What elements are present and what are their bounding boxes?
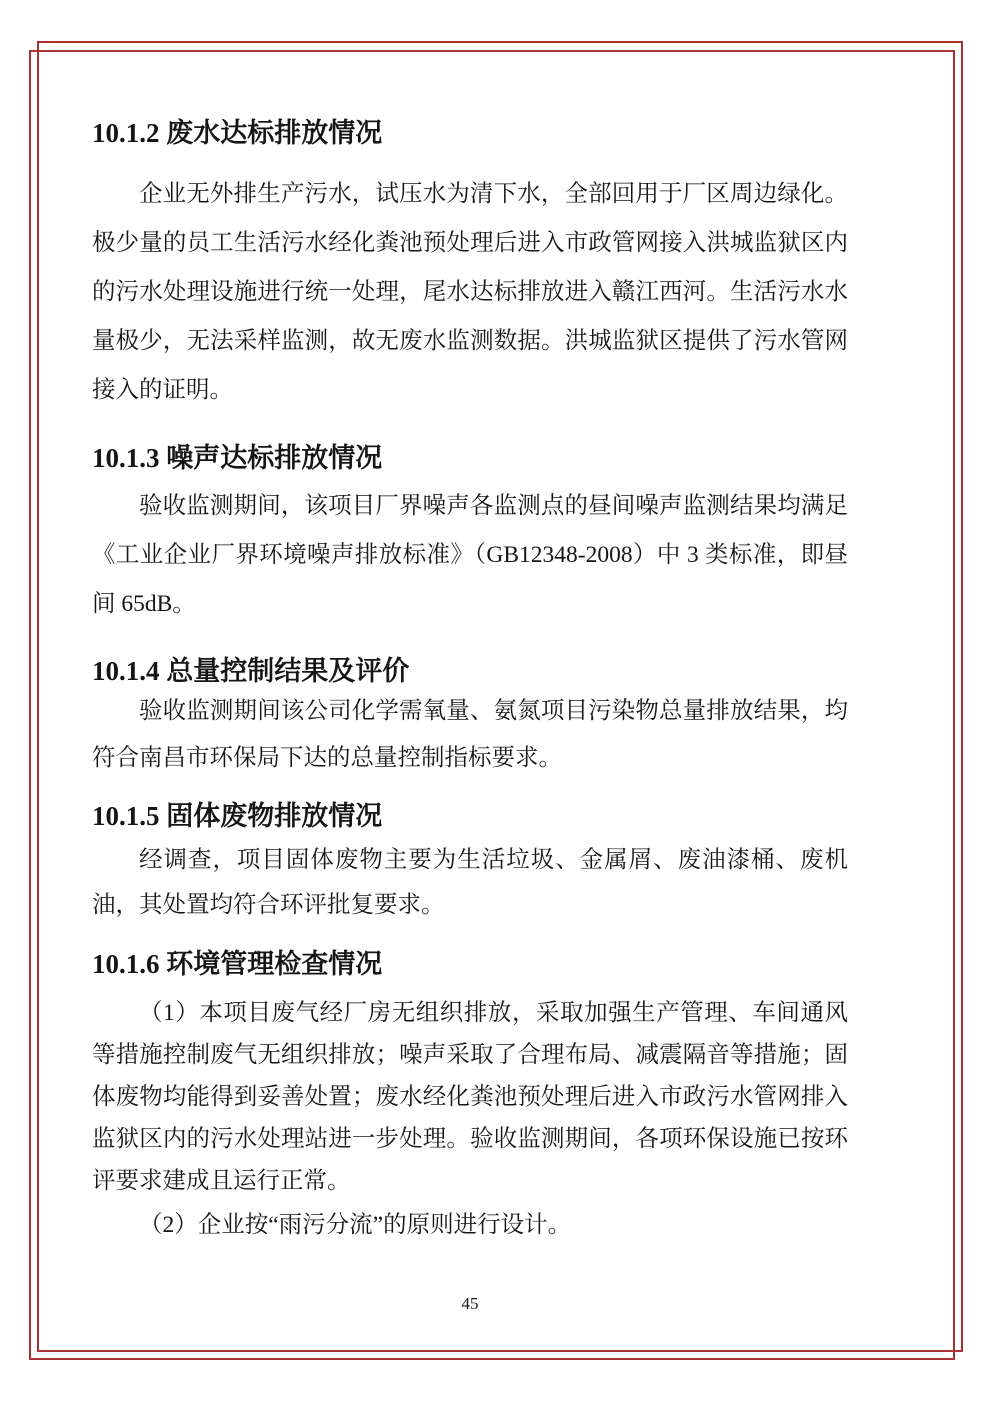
section-noise: [92, 441, 848, 629]
page-number: 45: [461, 1294, 479, 1313]
section-paragraph: （2）企业按“雨污分流”的原则进行设计。: [139, 1212, 572, 1238]
section-paragraph: 经调查，项目固体废物主要为生活垃圾、金属屑、废油漆桶、废机油，其处置均符合环评批复要求。: [92, 847, 848, 918]
section-heading: 10.1.5 固体废物排放情况: [92, 801, 383, 831]
section-wastewater: [92, 116, 848, 415]
section-heading: 10.1.3 噪声达标排放情况: [92, 443, 383, 473]
section-solid-waste: [92, 799, 848, 928]
section-paragraph: （1）本项目废气经厂房无组织排放，采取加强生产管理、车间通风等措施控制废气无组织排放；噪声采取了合理布局、减震隔音等措施；固体废物均能得到妥善处置；废水经化粪池预处理后进入市政污水管网排入监狱区内的污水处理站进一步处理。验收监测期间，各项环保设施已按环评要求建成且运行正常。: [92, 1000, 848, 1194]
page-content: [92, 0, 848, 1314]
section-paragraph: 验收监测期间该公司化学需氧量、氨氮项目污染物总量排放结果，均符合南昌市环保局下达的总量控制指标要求。: [92, 698, 848, 771]
section-heading: 10.1.6 环境管理检查情况: [92, 949, 383, 979]
section-paragraph: 企业无外排生产污水，试压水为清下水，全部回用于厂区周边绿化。极少量的员工生活污水经化粪池预处理后进入市政管网接入洪城监狱区内的污水处理设施进行统一处理，尾水达标排放进入赣江西河。生活污水水量极少，无法采样监测，故无废水监测数据。洪城监狱区提供了污水管网接入的证明。: [92, 181, 848, 403]
section-heading: 10.1.4 总量控制结果及评价: [92, 656, 410, 686]
section-total-control: [92, 654, 848, 782]
section-env-management: [92, 947, 848, 1246]
section-paragraph: 验收监测期间，该项目厂界噪声各监测点的昼间噪声监测结果均满足《工业企业厂界环境噪声排放标准》（GB12348-2008）中 3 类标准，即昼间 65dB。: [92, 493, 848, 617]
section-heading: 10.1.2 废水达标排放情况: [92, 118, 383, 148]
